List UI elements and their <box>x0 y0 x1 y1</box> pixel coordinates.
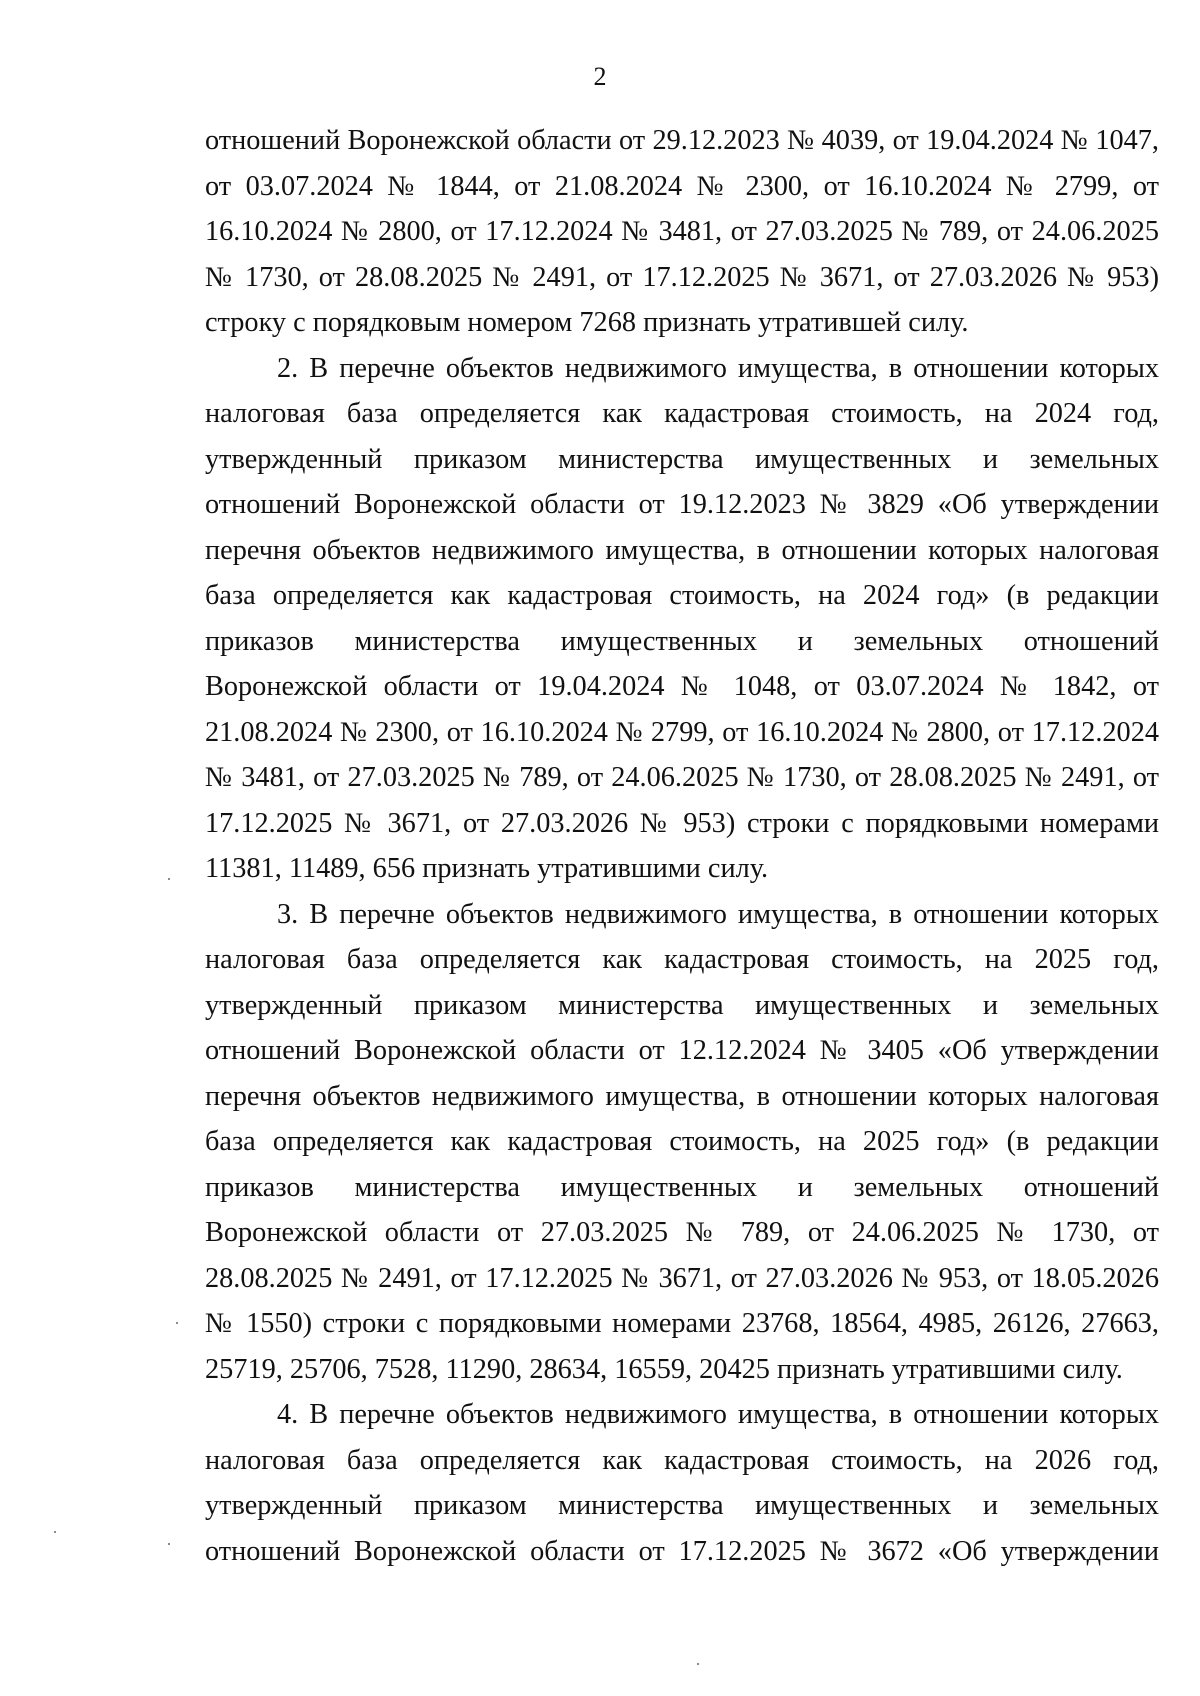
text-line: 25719, 25706, 7528, 11290, 28634, 16559, 20425 признать утратившими силу. <box>205 1353 1123 1385</box>
text-line: перечня объектов недвижимого имущества, в отношении которых налоговая <box>205 1080 1159 1112</box>
text-line: № 3481, от 27.03.2025 № 789, от 24.06.2025 № 1730, от 28.08.2025 № 2491, от <box>205 762 1159 793</box>
text-line: от 03.07.2024 № 1844, от 21.08.2024 № 2300, от 16.10.2024 № 2799, от <box>205 170 1159 202</box>
text-line: налоговая база определяется как кадастровая стоимость, на 2026 год, <box>205 1444 1159 1476</box>
text-line: перечня объектов недвижимого имущества, в отношении которых налоговая <box>205 534 1159 566</box>
text-line: № 1730, от 28.08.2025 № 2491, от 17.12.2025 № 3671, от 27.03.2026 № 953) <box>205 261 1159 293</box>
text-line: налоговая база определяется как кадастровая стоимость, на 2024 год, <box>205 398 1159 429</box>
text-line: 11381, 11489, 656 признать утратившими силу. <box>205 853 769 884</box>
text-line: 16.10.2024 № 2800, от 17.12.2024 № 3481, от 27.03.2025 № 789, от 24.06.2025 <box>205 216 1159 247</box>
page-number: 2 <box>593 62 607 91</box>
text-line: отношений Воронежской области от 12.12.2024 № 3405 «Об утверждении <box>205 1035 1159 1066</box>
paragraph-2-start: 2. В перечне объектов недвижимого имущества, в отношении которых <box>277 352 1159 384</box>
text-line: отношений Воронежской области от 17.12.2025 № 3672 «Об утверждении <box>205 1535 1159 1567</box>
paragraph-3-start: 3. В перечне объектов недвижимого имущества, в отношении которых <box>277 898 1159 930</box>
text-line: 21.08.2024 № 2300, от 16.10.2024 № 2799, от 16.10.2024 № 2800, от 17.12.2024 <box>205 716 1159 748</box>
text-line: утвержденный приказом министерства имущественных и земельных <box>205 1490 1159 1521</box>
text-line: утвержденный приказом министерства имущественных и земельных <box>205 989 1159 1021</box>
scan-speck <box>168 1543 170 1545</box>
text-line: 28.08.2025 № 2491, от 17.12.2025 № 3671, от 27.03.2026 № 953, от 18.05.2026 <box>205 1262 1159 1294</box>
scan-speck <box>168 878 170 880</box>
scan-speck <box>54 1531 56 1533</box>
text-line: отношений Воронежской области от 29.12.2023 № 4039, от 19.04.2024 № 1047, <box>205 125 1159 156</box>
document-body <box>205 118 1159 1574</box>
text-line: строку с порядковым номером 7268 признать утратившей силу. <box>205 307 969 338</box>
text-line: Воронежской области от 27.03.2025 № 789, от 24.06.2025 № 1730, от <box>205 1217 1159 1248</box>
paragraph-4-start: 4. В перечне объектов недвижимого имущества, в отношении которых <box>277 1399 1159 1430</box>
scan-speck <box>176 1322 178 1324</box>
text-line: база определяется как кадастровая стоимость, на 2025 год» (в редакции <box>205 1126 1159 1157</box>
text-line: приказов министерства имущественных и земельных отношений <box>205 1171 1159 1203</box>
text-line: утвержденный приказом министерства имущественных и земельных <box>205 443 1159 475</box>
text-line: № 1550) строки с порядковыми номерами 23768, 18564, 4985, 26126, 27663, <box>205 1308 1159 1339</box>
text-line: Воронежской области от 19.04.2024 № 1048, от 03.07.2024 № 1842, от <box>205 671 1159 702</box>
text-line: приказов министерства имущественных и земельных отношений <box>205 625 1159 657</box>
text-line: налоговая база определяется как кадастровая стоимость, на 2025 год, <box>205 944 1159 975</box>
scan-speck <box>697 1663 699 1665</box>
text-line: база определяется как кадастровая стоимость, на 2024 год» (в редакции <box>205 580 1159 611</box>
text-line: 17.12.2025 № 3671, от 27.03.2026 № 953) строки с порядковыми номерами <box>205 807 1159 839</box>
text-line: отношений Воронежской области от 19.12.2023 № 3829 «Об утверждении <box>205 489 1159 520</box>
